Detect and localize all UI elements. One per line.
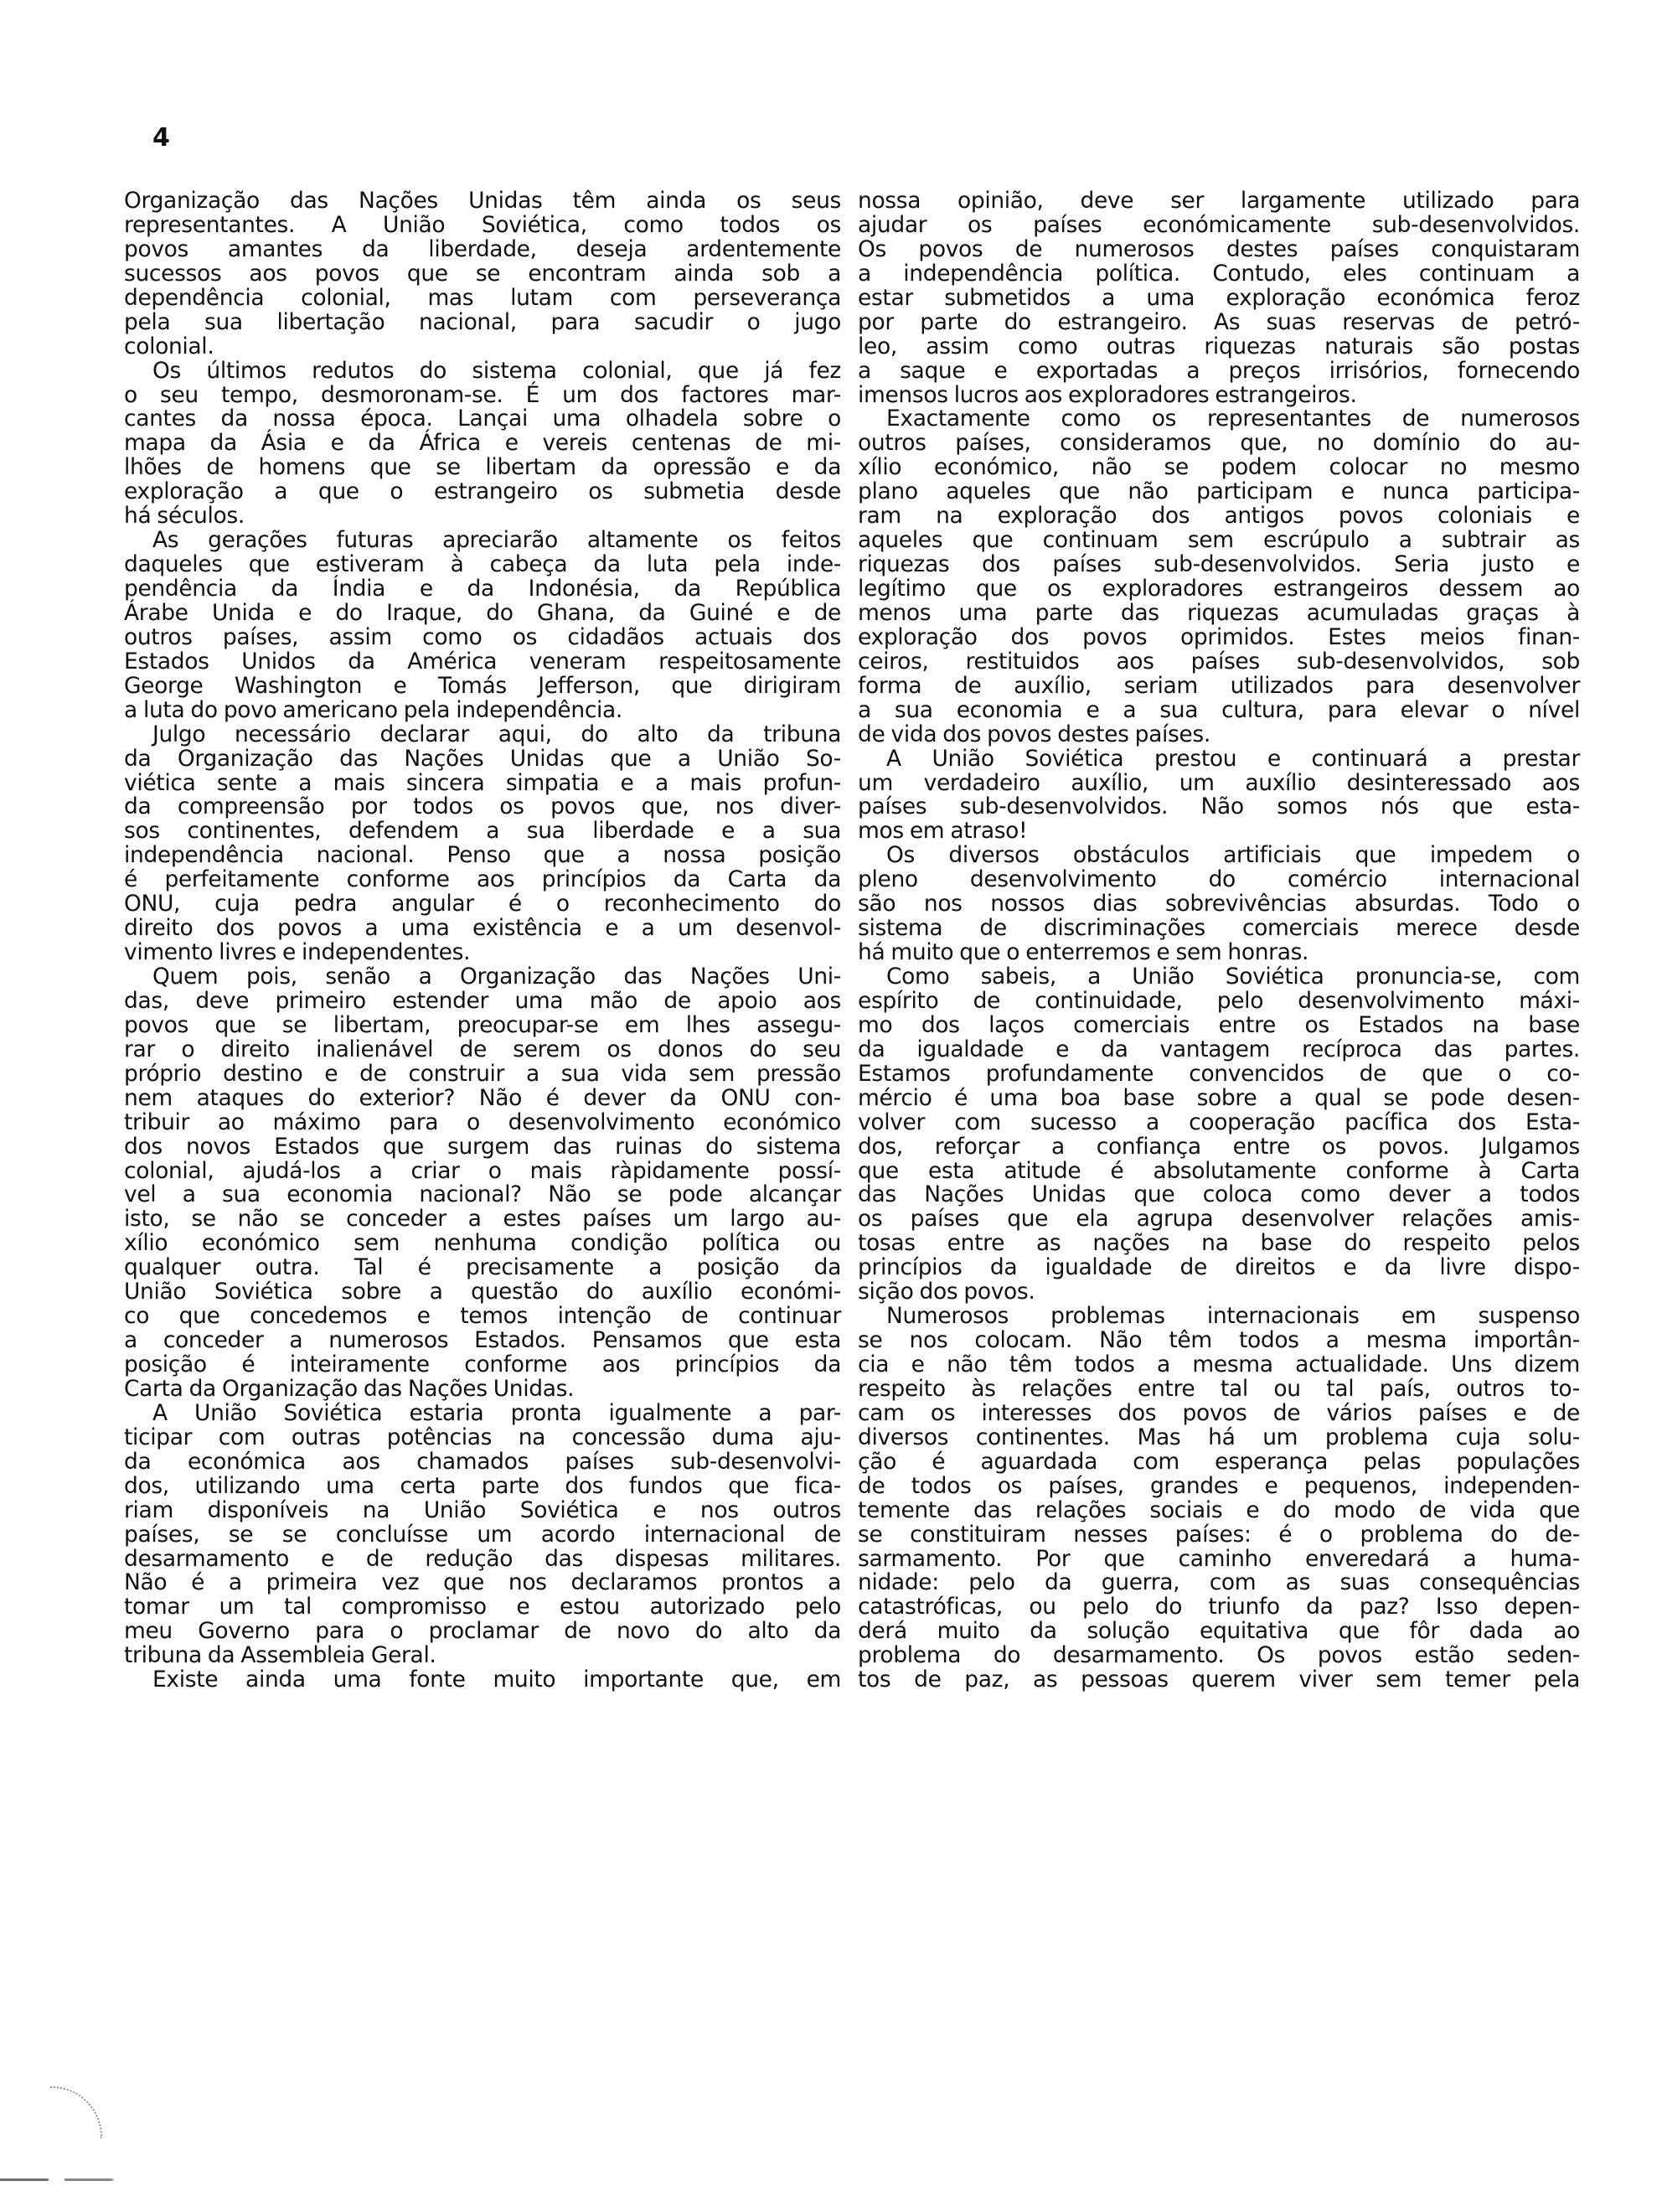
text-line: sição dos povos.	[858, 1279, 1035, 1305]
text-line: Estamos profundamente convencidos de que o co-	[858, 1060, 1580, 1087]
text-line: A União Soviética prestou e continuará a prestar	[886, 745, 1580, 772]
text-line: há muito que o enterremos e sem honras.	[858, 939, 1309, 966]
text-line: da económica aos chamados países sub-desenvolvi-	[124, 1448, 841, 1475]
text-line: espírito de continuidade, pelo desenvolvimento máxi-	[858, 987, 1580, 1014]
text-line: respeito às relações entre tal ou tal país, outros to-	[858, 1375, 1580, 1402]
text-line: da Organização das Nações Unidas que a União So-	[124, 745, 841, 772]
text-line: pendência da Índia e da Indonésia, da República	[124, 576, 841, 602]
text-line: União Soviética sobre a questão do auxílio económi-	[124, 1279, 841, 1305]
text-line: da igualdade e da vantagem recíproca das partes.	[858, 1036, 1580, 1062]
text-line: cantes da nossa época. Lançai uma olhadela sobre o	[124, 406, 841, 432]
text-line: Como sabeis, a União Soviética pronuncia-se, com	[886, 964, 1580, 990]
text-line: cia e não têm todos a mesma actualidade. Uns dizem	[858, 1351, 1580, 1377]
text-line: mos em atraso!	[858, 818, 1028, 845]
page-number: 4	[152, 123, 170, 152]
text-line: das, deve primeiro estender uma mão de apoio aos	[124, 987, 841, 1014]
text-line: imensos lucros aos exploradores estrangeiros.	[858, 381, 1357, 408]
text-line: outros países, consideramos que, no domínio do au-	[858, 430, 1580, 457]
text-line: aqueles que continuam sem escrúpulo a subtrair as	[858, 527, 1580, 554]
text-line: dependência colonial, mas lutam com perseverança	[124, 284, 841, 311]
text-line: é perfeitamente conforme aos princípios da Carta da	[124, 866, 841, 893]
scan-artifact-edge	[0, 2178, 159, 2181]
text-line: povos amantes da liberdade, deseja ardentemente	[124, 235, 841, 262]
text-line: forma de auxílio, seriam utilizados para desenvolver	[858, 672, 1580, 699]
text-line: Existe ainda uma fonte muito importante que, em	[152, 1667, 841, 1693]
text-line: diversos continentes. Mas há um problema cuja solu-	[858, 1424, 1580, 1450]
text-line: ceiros, restituidos aos países sub-desenvolvidos, sob	[858, 648, 1580, 674]
text-line: Julgo necessário declarar aqui, do alto da tribuna	[152, 721, 841, 747]
text-line: das Nações Unidas que coloca como dever a todos	[858, 1181, 1580, 1208]
text-line: são nos nossos dias sobrevivências absurdas. Todo o	[858, 891, 1580, 917]
text-line: um verdadeiro auxílio, um auxílio desinteressado aos	[858, 769, 1580, 796]
scan-artifact-curve	[50, 2086, 102, 2138]
text-line: ram na exploração dos antigos povos coloniais e	[858, 503, 1580, 530]
text-line: tribuna da Assembleia Geral.	[124, 1642, 436, 1669]
text-line: posição é inteiramente conforme aos princípios da	[124, 1351, 841, 1377]
text-line: países, se se concluísse um acordo internacional de	[124, 1521, 841, 1548]
text-line: Estados Unidos da América veneram respeitosamente	[124, 648, 841, 674]
text-line: Quem pois, senão a Organização das Nações Uni-	[152, 964, 841, 990]
text-line: países sub-desenvolvidos. Não somos nós que esta-	[858, 793, 1580, 820]
text-line: tosas entre as nações na base do respeito pelos	[858, 1230, 1580, 1257]
text-line: a sua economia e a sua cultura, para elevar o nível	[858, 696, 1580, 723]
text-line: plano aqueles que não participam e nunca participa-	[858, 478, 1580, 505]
text-line: dos, utilizando uma certa parte dos fundos que fica-	[124, 1472, 841, 1499]
text-line: outros países, assim como os cidadãos actuais dos	[124, 623, 841, 650]
text-line: nossa opinião, deve ser largamente utilizado para	[858, 188, 1580, 214]
text-line: co que concedemos e temos intenção de continuar	[124, 1303, 841, 1330]
text-line: que esta atitude é absolutamente conforme à Carta	[858, 1157, 1580, 1184]
text-line: se nos colocam. Não têm todos a mesma importân-	[858, 1327, 1580, 1354]
text-line: independência nacional. Penso que a nossa posição	[124, 842, 841, 869]
text-line: exploração a que o estrangeiro os submetia desde	[124, 478, 841, 505]
text-line: ticipar com outras potências na concessão duma aju-	[124, 1424, 841, 1450]
text-line: mo dos laços comerciais entre os Estados na base	[858, 1011, 1580, 1038]
text-line: Carta da Organização das Nações Unidas.	[124, 1375, 575, 1402]
text-line: Exactamente como os representantes de numerosos	[886, 406, 1580, 432]
text-line: sarmamento. Por que caminho enveredará a huma-	[858, 1545, 1580, 1572]
text-line: viética sente a mais sincera simpatia e a mais profun-	[124, 769, 841, 796]
text-line: estar submetidos a uma exploração económica feroz	[858, 284, 1580, 311]
text-line: há séculos.	[124, 503, 245, 530]
text-line: lhões de homens que se libertam da opressão e da	[124, 454, 841, 481]
text-line: menos uma parte das riquezas acumuladas graças à	[858, 599, 1580, 626]
text-line: princípios da igualdade de direitos e da livre dispo-	[858, 1254, 1580, 1281]
text-line: de vida dos povos destes países.	[858, 721, 1210, 747]
text-line: catastróficas, ou pelo do triunfo da paz? Isso depen-	[858, 1594, 1580, 1620]
text-line: a saque e exportadas a preços irrisórios, fornecendo	[858, 357, 1580, 384]
text-line: daqueles que estiveram à cabeça da luta pela inde-	[124, 551, 841, 578]
text-line: de todos os países, grandes e pequenos, independen-	[858, 1472, 1580, 1499]
text-line: tomar um tal compromisso e estou autorizado pelo	[124, 1594, 841, 1620]
text-line: Organização das Nações Unidas têm ainda os seus	[124, 188, 841, 214]
text-line: colonial, ajudá-los a criar o mais ràpidamente possí-	[124, 1157, 841, 1184]
text-line: riam disponíveis na União Soviética e nos outros	[124, 1496, 841, 1523]
text-line: A União Soviética estaria pronta igualmente a par-	[152, 1399, 841, 1426]
right-text-column	[858, 189, 1580, 1693]
text-line: mapa da Ásia e da África e vereis centenas de mi-	[124, 430, 841, 457]
text-line: ONU, cuja pedra angular é o reconhecimento do	[124, 891, 841, 917]
text-line: meu Governo para o proclamar de novo do alto da	[124, 1618, 841, 1645]
text-line: isto, se não se conceder a estes países um largo au-	[124, 1206, 841, 1233]
text-line: a independência política. Contudo, eles continuam a	[858, 260, 1580, 287]
text-line: povos que se libertam, preocupar-se em lhes assegu-	[124, 1011, 841, 1038]
text-line: se constituiram nesses países: é o problema do de-	[858, 1521, 1580, 1548]
text-line: os países que ela agrupa desenvolver relações amis-	[858, 1206, 1580, 1233]
text-line: ção é aguardada com esperança pelas populações	[858, 1448, 1580, 1475]
text-line: dos novos Estados que surgem das ruinas do sistema	[124, 1133, 841, 1160]
text-line: xílio económico, não se podem colocar no mesmo	[858, 454, 1580, 481]
text-line: a conceder a numerosos Estados. Pensamos que esta	[124, 1327, 841, 1354]
text-line: sucessos aos povos que se encontram ainda sob a	[124, 260, 841, 287]
text-line: Os últimos redutos do sistema colonial, que já fez	[152, 357, 841, 384]
text-line: volver com sucesso a cooperação pacífica dos Esta-	[858, 1109, 1580, 1135]
text-line: tribuir ao máximo para o desenvolvimento económico	[124, 1109, 841, 1135]
text-line: nem ataques do exterior? Não é dever da ONU con-	[124, 1084, 841, 1111]
text-line: direito dos povos a uma existência e a um desenvol-	[124, 915, 841, 942]
text-line: colonial.	[124, 333, 214, 359]
text-line: As gerações futuras apreciarão altamente os feitos	[152, 527, 841, 554]
text-line: rar o direito inalienável de serem os donos do seu	[124, 1036, 841, 1062]
text-line: dos, reforçar a confiança entre os povos. Julgamos	[858, 1133, 1580, 1160]
text-line: Numerosos problemas internacionais em suspenso	[886, 1303, 1580, 1330]
text-line: a luta do povo americano pela independência.	[124, 696, 623, 723]
text-line: exploração dos povos oprimidos. Estes meios finan-	[858, 623, 1580, 650]
text-line: legítimo que os exploradores estrangeiros dessem ao	[858, 576, 1580, 602]
text-line: Não é a primeira vez que nos declaramos prontos a	[124, 1569, 841, 1596]
text-line: riquezas dos países sub-desenvolvidos. Seria justo e	[858, 551, 1580, 578]
text-line: derá muito da solução equitativa que fôr dada ao	[858, 1618, 1580, 1645]
text-line: George Washington e Tomás Jefferson, que dirigiram	[124, 672, 841, 699]
text-line: xílio económico sem nenhuma condição política ou	[124, 1230, 841, 1257]
text-line: sos continentes, defendem a sua liberdade e a sua	[124, 818, 841, 845]
text-line: cam os interesses dos povos de vários países e de	[858, 1399, 1580, 1426]
text-line: ajudar os países económicamente sub-desenvolvidos.	[858, 211, 1580, 238]
text-line: próprio destino e de construir a sua vida sem pressão	[124, 1060, 841, 1087]
text-line: problema do desarmamento. Os povos estão seden-	[858, 1642, 1580, 1669]
text-line: pela sua libertação nacional, para sacudir o jugo	[124, 308, 841, 335]
text-line: nidade: pelo da guerra, com as suas consequências	[858, 1569, 1580, 1596]
left-text-column	[124, 189, 841, 1693]
text-line: mércio é uma boa base sobre a qual se pode desen-	[858, 1084, 1580, 1111]
text-line: pleno desenvolvimento do comércio internacional	[858, 866, 1580, 893]
text-line: desarmamento e de redução das dispesas militares.	[124, 1545, 841, 1572]
text-line: Árabe Unida e do Iraque, do Ghana, da Guiné e de	[124, 599, 841, 626]
text-line: vel a sua economia nacional? Não se pode alcançar	[124, 1181, 841, 1208]
text-line: Os povos de numerosos destes países conquistaram	[858, 235, 1580, 262]
text-line: vimento livres e independentes.	[124, 939, 471, 966]
text-line: representantes. A União Soviética, como todos os	[124, 211, 841, 238]
text-line: qualquer outra. Tal é precisamente a posição da	[124, 1254, 841, 1281]
text-line: por parte do estrangeiro. As suas reservas de petró-	[858, 308, 1580, 335]
text-line: tos de paz, as pessoas querem viver sem temer pela	[858, 1667, 1580, 1693]
text-line: leo, assim como outras riquezas naturais são postas	[858, 333, 1580, 359]
text-line: temente das relações sociais e do modo de vida que	[858, 1496, 1580, 1523]
text-line: sistema de discriminações comerciais merece desde	[858, 915, 1580, 942]
text-line: o seu tempo, desmoronam-se. É um dos factores mar-	[124, 381, 841, 408]
text-line: da compreensão por todos os povos que, nos diver-	[124, 793, 841, 820]
text-line: Os diversos obstáculos artificiais que impedem o	[886, 842, 1580, 869]
